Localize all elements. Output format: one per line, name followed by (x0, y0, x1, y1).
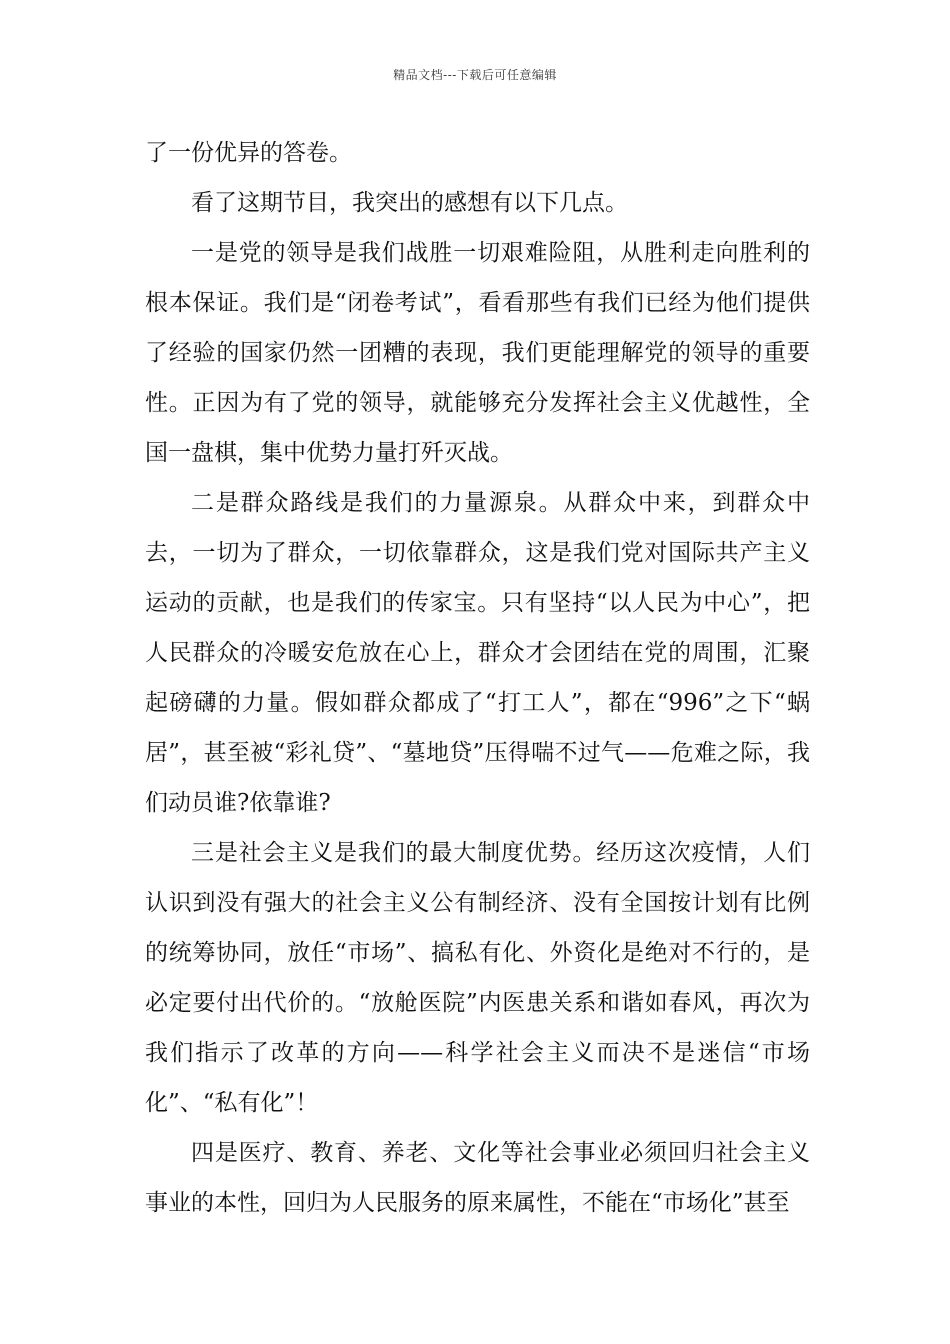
paragraph-intro: 看了这期节目，我突出的感想有以下几点。 (191, 190, 628, 216)
paragraph-point-3: 三是社会主义是我们的最大制度优势。经历这次疫情，人们认识到没有强大的社会主义公有制经济、没有全国按计划有比例的统筹协同，放任“市场”、搞私有化、外资化是绝对不行的，是必定要付出代价的。“放舱医院”内医患关系和谐如春风，再次为我们指示了改革的方向——科学社会主义而决不是迷信“市场化”、“私有化”！ (145, 840, 810, 1116)
paragraph-point-2: 二是群众路线是我们的力量源泉。从群众中来，到群众中去，一切为了群众，一切依靠群众，这是我们党对国际共产主义运动的贡献，也是我们的传家宝。只有坚持“以人民为中心”，把人民群众的冷暖安危放在心上，群众才会团结在党的周围，汇聚起磅礴的力量。假如群众都成了“打工人”，都在“996”之下“蜗居”，甚至被“彩礼贷”、“墓地贷”压得喘不过气——危难之际，我们动员谁?依靠谁? (145, 490, 810, 816)
page-header: 精品文档---下载后可任意编辑 (393, 68, 557, 82)
paragraph-point-1: 一是党的领导是我们战胜一切艰难险阻，从胜利走向胜利的根本保证。我们是“闭卷考试”，看看那些有我们已经为他们提供了经验的国家仍然一团糟的表现，我们更能理解党的领导的重要性。正因为有了党的领导，就能够充分发挥社会主义优越性，全国一盘棋，集中优势力量打歼灭战。 (145, 240, 810, 466)
paragraph-point-4: 四是医疗、教育、养老、文化等社会事业必须回归社会主义事业的本性，回归为人民服务的原来属性，不能在“市场化”甚至 (145, 1140, 810, 1216)
body-text (145, 128, 810, 1228)
paragraph-continuation: 了一份优异的答卷。 (145, 140, 352, 166)
